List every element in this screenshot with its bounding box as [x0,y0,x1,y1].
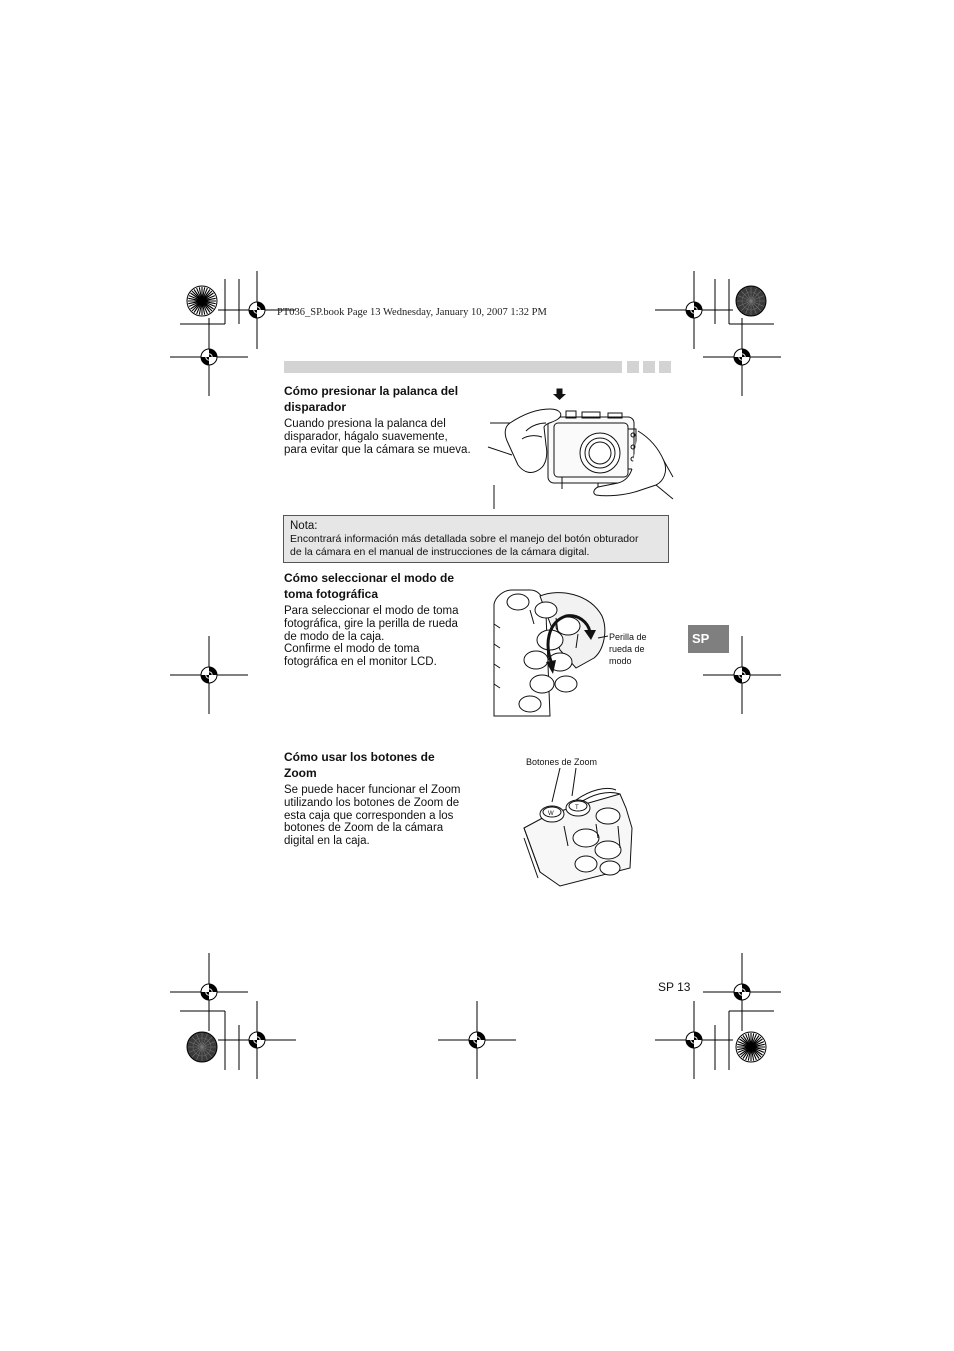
section-body-zoom: Se puede hacer funcionar el Zoom utilizando los botones de Zoom de esta caja que corresponden a los botones de Zoom de la cámara digital en la caja. [284,784,461,848]
page-number: SP 13 [658,980,691,994]
section-heading-shutter: Cómo presionar la palanca del disparador [284,384,459,414]
section-heading-mode: Cómo seleccionar el modo de toma fotográfica [284,571,455,601]
section-body-shutter: Cuando presiona la palanca del disparador, hágalo suavemente, para evitar que la cámara se mueva. [284,418,471,456]
section-body-mode: Para seleccionar el modo de toma fotográfica, gire la perilla de rueda de modo de la caja. Confirme el modo de toma fotográfica en el monitor LCD. [284,605,459,669]
section-square [627,361,639,373]
section-square [643,361,655,373]
note-title: Nota: [290,520,318,532]
mode-dial-illustration [490,584,608,718]
note-box [283,515,669,563]
note-body: Encontrará información más detallada sobre el manejo del botón obturador de la cámara en el manual de instrucciones de la cámara digital. [290,533,639,558]
svg-text:T: T [575,805,579,811]
section-heading-zoom: Cómo usar los botones de Zoom [284,750,435,780]
zoom-buttons-label: Botones de Zoom [526,757,598,767]
language-tab: SP [688,625,729,653]
section-bar [284,361,622,373]
section-square [659,361,671,373]
svg-text:W: W [548,811,554,817]
zoom-buttons-illustration [520,768,640,888]
down-arrow-icon [553,389,566,400]
print-header: PT036_SP.book Page 13 Wednesday, January 10, 2007 1:32 PM [277,307,547,318]
shutter-press-illustration [488,385,673,510]
mode-dial-label: Perilla de rueda de modo [609,632,647,666]
